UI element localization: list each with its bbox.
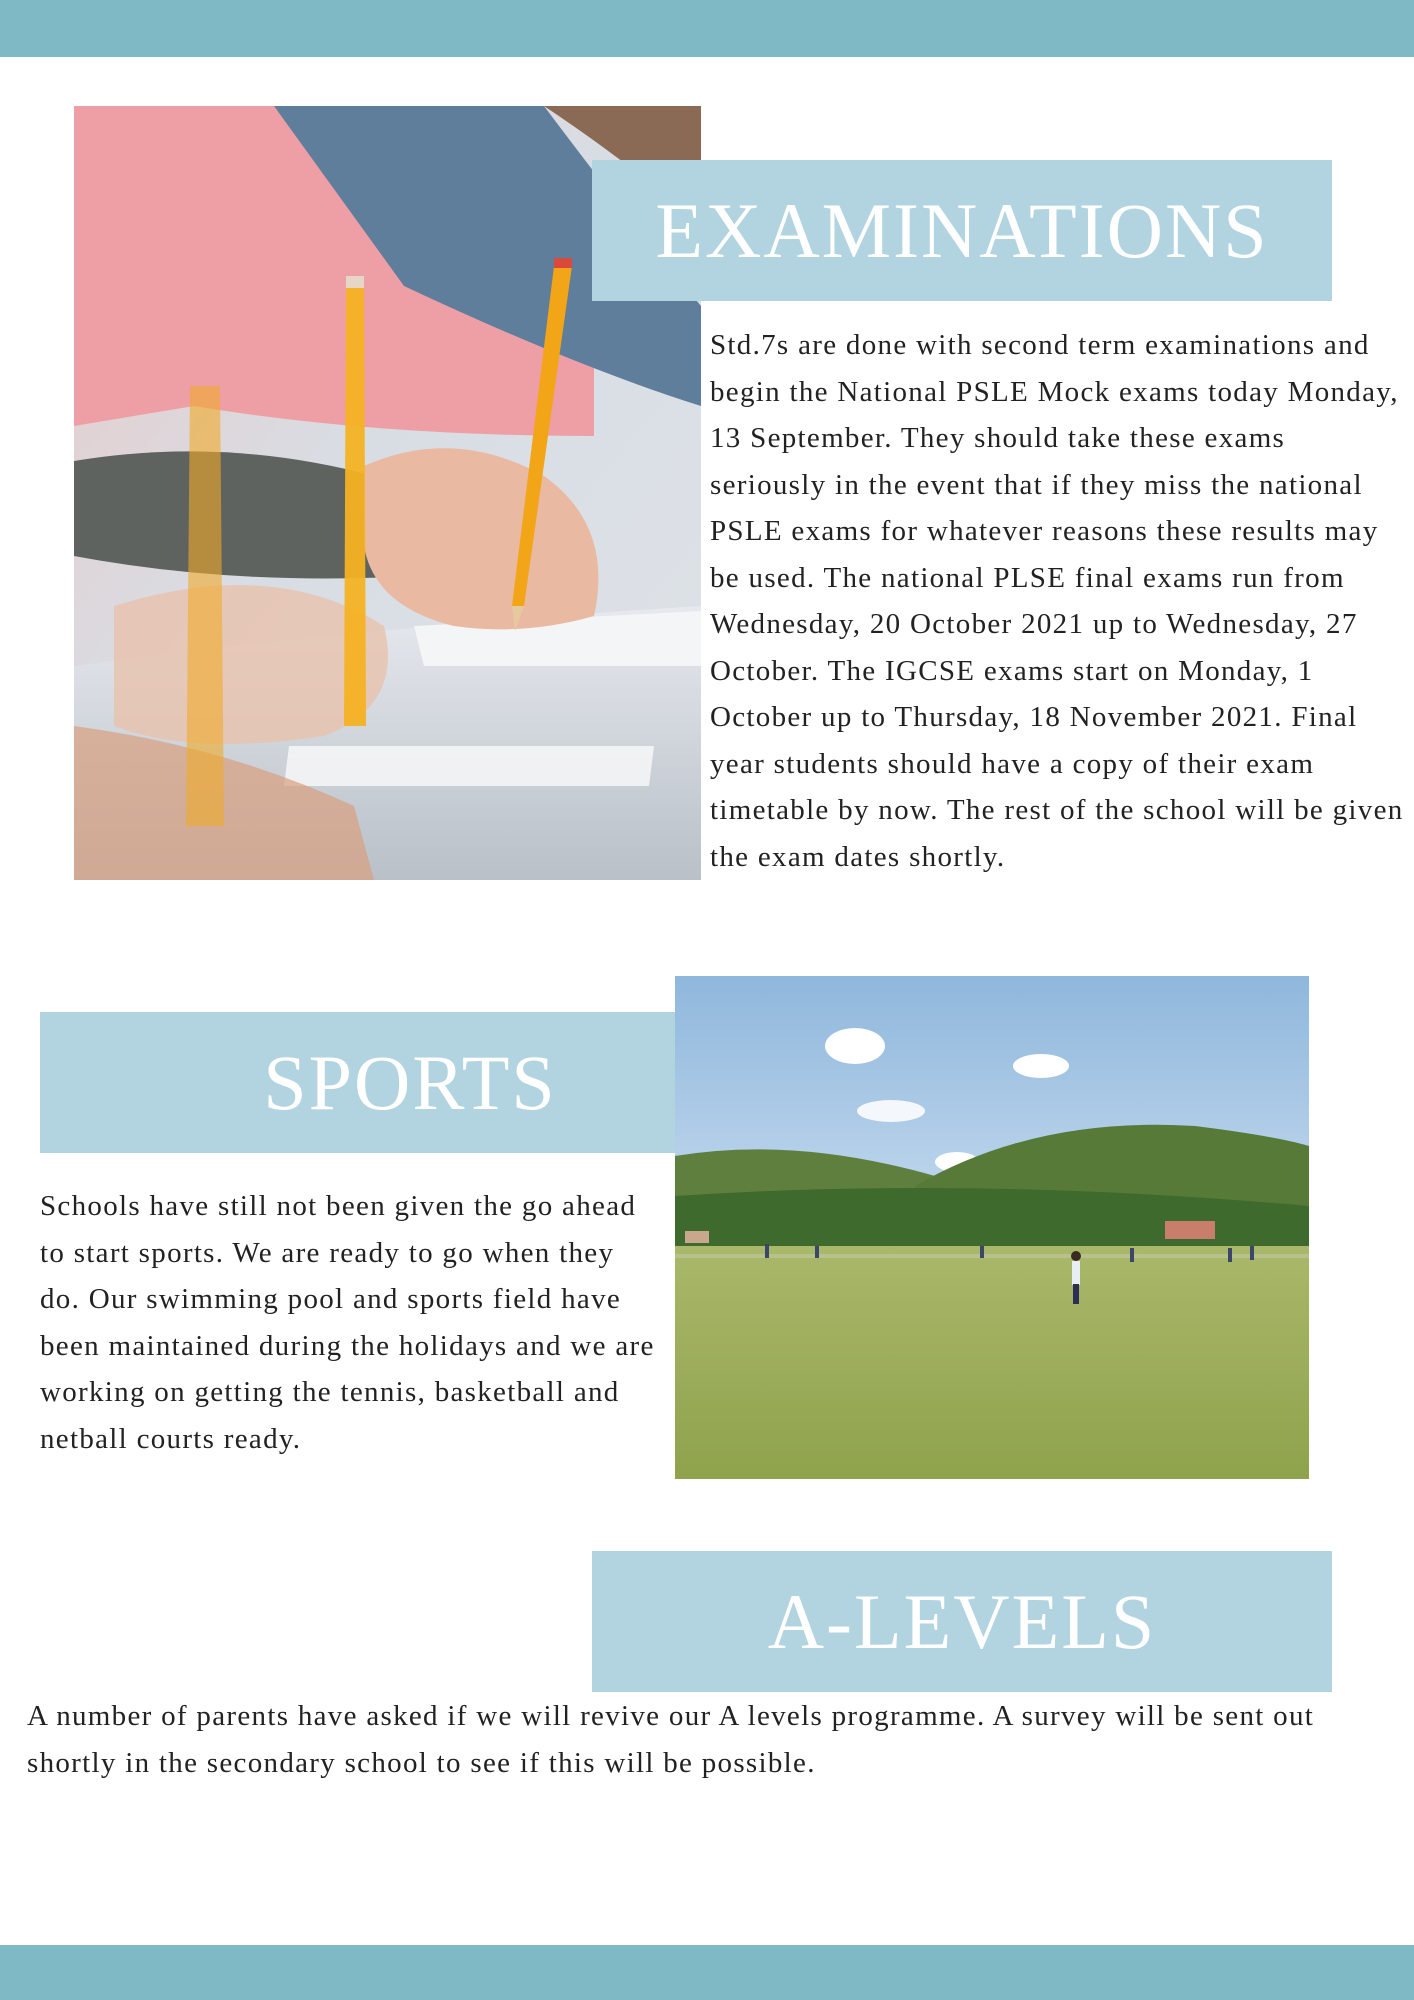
a-levels-body: A number of parents have asked if we will revive our A levels programme. A survey will be sent out shortly in the secondary school to see if this will be possible. — [27, 1700, 1315, 1779]
sports-field-photo — [675, 976, 1309, 1479]
sports-heading-box — [40, 1012, 780, 1153]
examinations-heading: EXAMINATIONS — [655, 186, 1269, 274]
bottom-color-band — [0, 1945, 1414, 2000]
examinations-heading-box — [592, 160, 1332, 301]
a-levels-heading-box — [592, 1551, 1332, 1692]
sports-heading: SPORTS — [263, 1038, 557, 1126]
top-color-band — [0, 0, 1414, 57]
a-levels-heading: A-LEVELS — [767, 1577, 1157, 1665]
examinations-body: Std.7s are done with second term examinations and begin the National PSLE Mock exams today Monday, 13 September. They should take these exams seriously in the event that if they miss the national PSLE exams for whatever reasons these results may be used. The national PLSE final exams run from Wednesday, 20 October 2021 up to Wednesday, 27 October. The IGCSE exams start on Monday, 1 October up to Thursday, 18 November 2021. Final year students should have a copy of their exam timetable by now. The rest of the school will be given the exam dates shortly. — [710, 329, 1404, 873]
sports-body: Schools have still not been given the go ahead to start sports. We are ready to go when they do. Our swimming pool and sports field have been maintained during the holidays and we are working on getting the tennis, basketball and netball courts ready. — [40, 1190, 655, 1455]
